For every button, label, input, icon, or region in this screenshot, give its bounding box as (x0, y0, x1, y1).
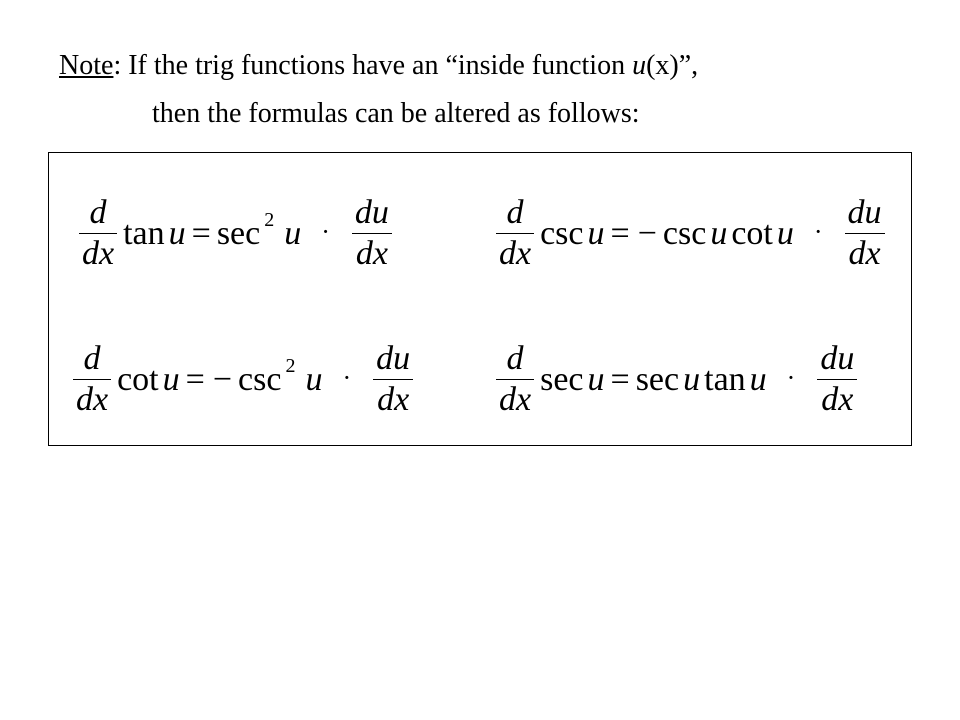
du-dx-fraction (373, 339, 413, 420)
note-line-1 (59, 44, 698, 88)
variable-u: u (683, 360, 701, 398)
function-name: csc (540, 214, 584, 252)
minus-sign: − (637, 214, 657, 252)
du-dx-fraction (817, 339, 857, 420)
du-dx-fraction (845, 193, 885, 274)
fraction-denominator: dx (821, 381, 854, 418)
du-dx-fraction (352, 193, 392, 274)
variable-u: u (710, 214, 728, 252)
fraction-denominator: dx (499, 235, 532, 272)
fraction-numerator: d (506, 194, 524, 231)
variable-u: u (305, 360, 323, 398)
function-name: csc (238, 360, 282, 398)
equals-sign: = (610, 360, 630, 398)
fraction-numerator: du (820, 340, 855, 377)
formula-tan (75, 193, 396, 274)
multiply-dot: · (813, 216, 823, 246)
function-name: tan (123, 214, 165, 252)
fraction-denominator: dx (377, 381, 410, 418)
variable-u: u (587, 214, 605, 252)
fraction-numerator: du (354, 194, 389, 231)
formula-cot (69, 339, 417, 420)
multiply-dot: · (321, 216, 330, 246)
function-name: sec (540, 360, 584, 398)
equals-sign: = (610, 214, 630, 252)
minus-sign: − (212, 360, 233, 398)
exponent: 2 (264, 208, 275, 231)
fraction-numerator: du (376, 340, 411, 377)
note-line-2: then the formulas can be altered as follows: (152, 98, 640, 129)
note-text-before-var: If the trig functions have an “inside function (128, 50, 633, 81)
fraction-denominator: dx (499, 381, 532, 418)
variable-u: u (776, 214, 794, 252)
note-var: u (632, 50, 647, 81)
exponent: 2 (285, 354, 296, 377)
variable-u: u (162, 360, 180, 398)
fraction-denominator: dx (848, 235, 881, 272)
equals-sign: = (185, 360, 205, 398)
d-dx-fraction (496, 193, 534, 274)
note-text-after-var: (x)”, (646, 50, 699, 81)
fraction-numerator: du (847, 194, 882, 231)
multiply-dot: · (786, 362, 796, 392)
fraction-numerator: d (89, 194, 107, 231)
formula-sec (492, 339, 861, 420)
note-colon: : (113, 50, 122, 81)
formula-csc (492, 193, 889, 274)
fraction-numerator: d (506, 340, 524, 377)
function-name: csc (662, 214, 707, 252)
fraction-numerator: d (83, 340, 101, 377)
variable-u: u (587, 360, 605, 398)
formula-box (48, 152, 912, 446)
function-name: sec (216, 214, 261, 252)
variable-u: u (284, 214, 302, 252)
multiply-dot: · (342, 362, 352, 392)
function-name: cot (117, 360, 159, 398)
fraction-denominator: dx (355, 235, 388, 272)
note-label: Note (59, 50, 114, 81)
d-dx-fraction (73, 339, 111, 420)
equals-sign: = (191, 214, 211, 252)
function-name: tan (704, 360, 746, 398)
fraction-denominator: dx (76, 381, 109, 418)
function-name: cot (731, 214, 773, 252)
fraction-denominator: dx (82, 235, 115, 272)
d-dx-fraction (79, 193, 117, 274)
variable-u: u (749, 360, 767, 398)
function-name: sec (635, 360, 680, 398)
d-dx-fraction (496, 339, 534, 420)
variable-u: u (168, 214, 186, 252)
